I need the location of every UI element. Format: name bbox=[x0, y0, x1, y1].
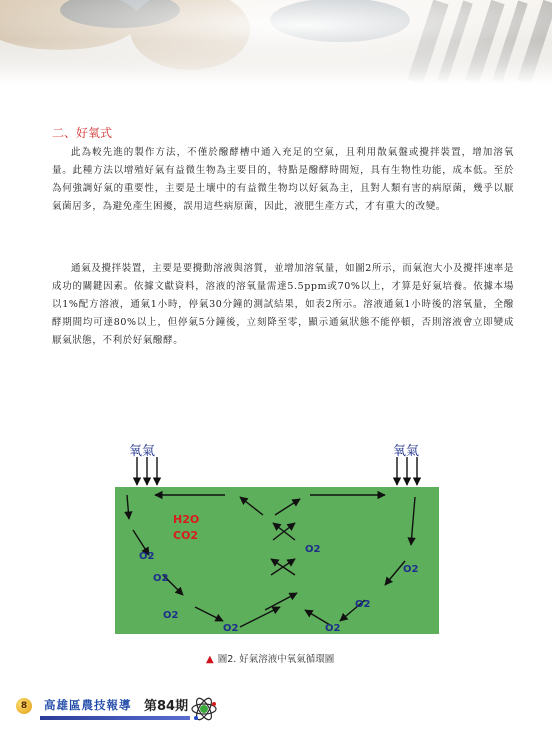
caption-marker-icon: ▲ bbox=[206, 654, 214, 665]
o2-label-3: O2 bbox=[163, 610, 179, 621]
o2-label-7: O2 bbox=[355, 599, 371, 610]
section-title: 二、好氧式 bbox=[52, 126, 113, 140]
co2-label: CO2 bbox=[173, 529, 199, 542]
air-label-left: 氧氣 bbox=[129, 444, 156, 459]
page-number: 8 bbox=[16, 698, 32, 714]
issue-number: 第84期 bbox=[144, 699, 189, 714]
header-banner bbox=[0, 0, 552, 84]
figure-caption bbox=[206, 651, 334, 665]
caption-text: 圖2. 好氣溶液中氧氣循環圖 bbox=[217, 654, 335, 665]
o2-label-2: O2 bbox=[153, 573, 169, 584]
air-label-right: 氧氣 bbox=[393, 444, 420, 459]
page-footer bbox=[0, 692, 552, 732]
o2-label-6: O2 bbox=[403, 564, 419, 575]
journal-name: 高雄區農技報導 bbox=[44, 698, 132, 712]
paragraph-2 bbox=[52, 260, 514, 350]
o2-label-4: O2 bbox=[223, 623, 239, 634]
footer-divider bbox=[40, 716, 190, 720]
atom-logo-icon bbox=[190, 692, 218, 726]
oxygen-cycle-figure bbox=[115, 435, 439, 634]
o2-label-5: O2 bbox=[305, 544, 321, 555]
oxygen-cycle-diagram bbox=[115, 435, 439, 634]
o2-label-8: O2 bbox=[325, 623, 341, 634]
paragraph-1-text: 此為較先進的製作方法，不僅於醱酵槽中通入充足的空氣，且利用散氣盤或攪拌裝置，增加溶氧量。此種方法以增殖好氣有益微生物為主要目的，特點是醱酵時間短，具有生物性功能，成本低。至於為何強調好氣的重要性，主要是土壤中的有益微生物均以好氣為主，且對人類有害的病原菌，幾乎以厭氣菌居多，為避免產生困擾，誤用這些病原菌，因此，液肥生產方式，才有重大的改變。 bbox=[52, 147, 514, 212]
o2-label-1: O2 bbox=[139, 551, 155, 562]
paragraph-1 bbox=[52, 144, 514, 216]
paragraph-2-text: 通氣及攪拌裝置，主要是要攪動溶液與溶質，並增加溶氧量，如圖2所示，而氣泡大小及攪拌速率是成功的關鍵因素。依據文獻資料，溶液的溶氧量需達5.5ppm或70%以上，才算是好氣培養。依據本場以1%配方溶液，通氣1小時，停氣30分鐘的測試結果，如表2所示。溶液通氣1小時後的溶氧量，全醱酵期間均可達80%以上，但停氣5分鐘後，立刻降至零，顯示通氣狀態不能停頓，否則溶液會立即變成厭氣狀態，不利於好氣醱酵。 bbox=[52, 263, 514, 346]
banner-graphic bbox=[0, 0, 552, 84]
h2o-label: H2O bbox=[173, 513, 200, 526]
